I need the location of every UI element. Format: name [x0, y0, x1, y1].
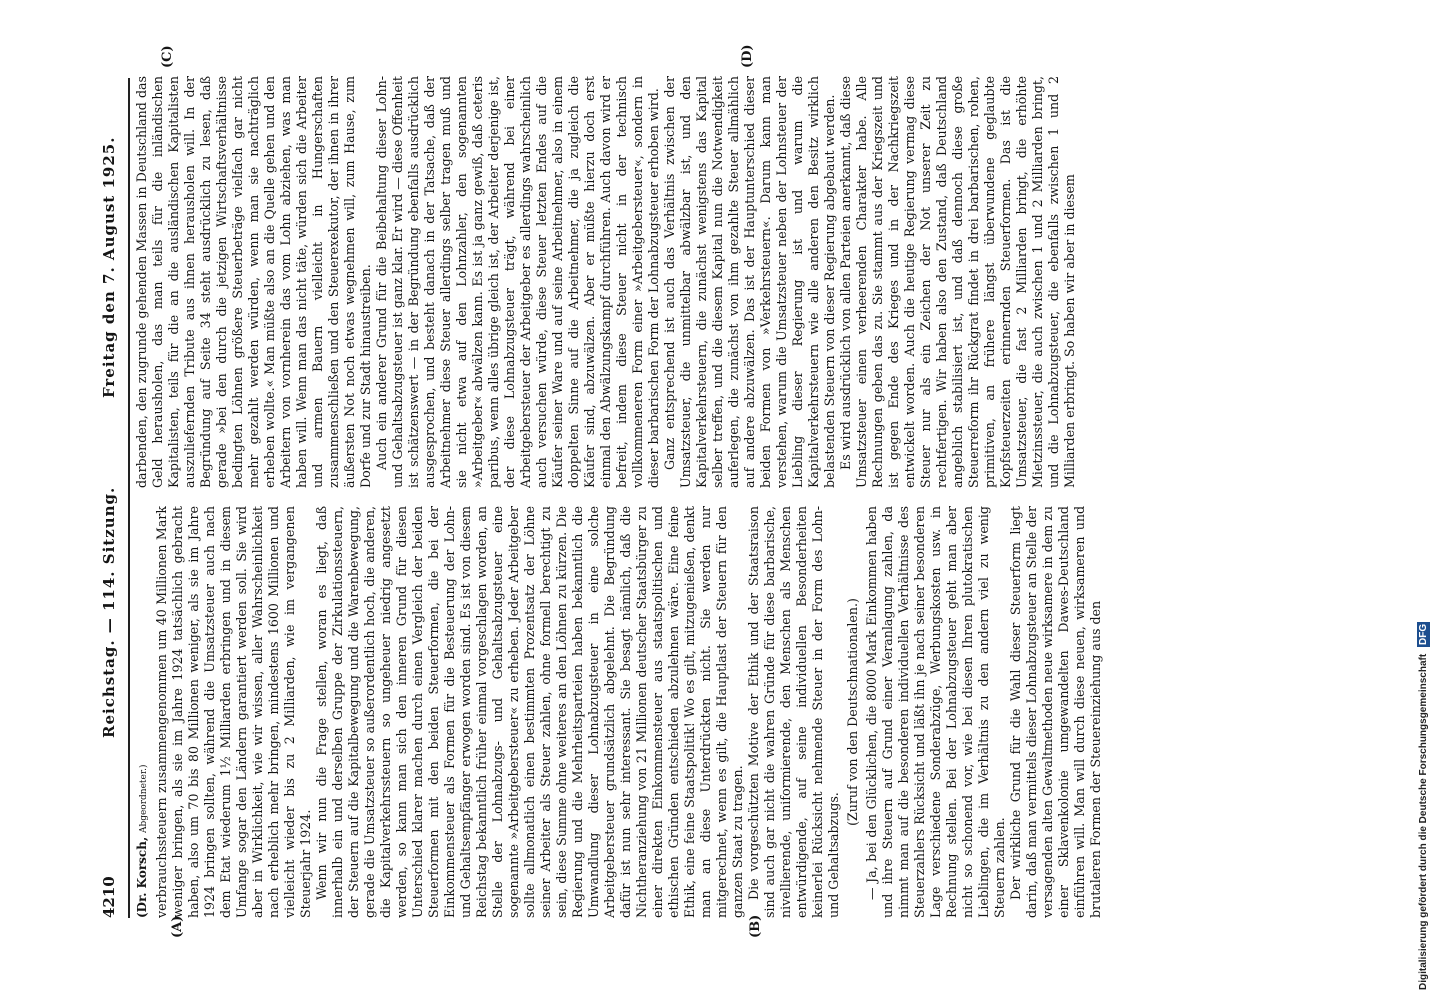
margin-marker-b: (B) [748, 914, 763, 938]
running-header [100, 78, 124, 918]
session-title: Reichstag. — 114. Sitzung. [100, 486, 118, 738]
paragraph: Ganz entsprechend ist auch das Verhältnis zwischen der Umsatzsteuer, die unmittelbar abwälzbar ist, und den Kapitalverkehrsteuern, die zunächst wenigstens das Kapital selber treffen, und die diesem Kapital nun die Notwendigkeit auferlegen, die zunächst von ihm gezahlte Steuer allmählich auf andere abzuwälzen. Das ist der Hauptunterschied dieser beiden Formen von »Verkehrsteuern«. Darum kann man verstehen, warum die Umsatzsteuer neben der Lohnsteuer der Liebling dieser Regierung ist und warum die Kapitalverkehrsteuern wie alle anderen den Besitz wirklich belastenden Steuern von dieser Regierung abgebaut werden. [662, 76, 837, 488]
speaker-line [134, 506, 152, 918]
paragraph: Die vorgeschützten Motive der Ethik und der Staatsraison sind auch gar nicht die wahren Gründe für diese barbarische, nivellierende, uniformierende, den Menschen als Menschen entwürdigende, auf seine individuellen Besonderheiten keinerlei Rücksicht nehmende Steuer in der Form des Lohn- und Gehaltsabzugs. [746, 506, 841, 918]
credit-text: Digitalisierung gefördert durch die Deutsche Forschungsgemeinschaft [1418, 653, 1429, 990]
margin-marker-c: (C) [160, 45, 175, 68]
paragraph: verbrauchssteuern zusammengenommen um 40 Millionen Mark weniger bringen, als sie im Jahre 1924 tatsächlich gebracht haben, also um 70 bis 80 Millionen weniger, als sie im Jahre 1924 bringen sollten, während die Umsatzsteuer auch nach dem Etat wiederum 1½ Milliarden erbringen und in diesem Umfange sogar den Ländern garantiert werden soll. Sie wird aber in Wirklichkeit, wie wir wissen, aller Wahrscheinlichkeit nach erheblich mehr bringen, mindestens 1600 Millionen und vielleicht wieder bis zu 2 Milliarden, wie im vergangenen Steuerjahr 1924. [154, 506, 313, 918]
dfg-logo: DFG [1418, 623, 1429, 646]
session-date: Freitag den 7. August 1925. [100, 136, 118, 398]
paragraph: Der wirkliche Grund für die Wahl dieser Steuerform liegt darin, daß man vermittels dieser Lohnabzugsteuer an Stelle der versagenden alten Gewaltmethoden neue wirksamere in dem zu einer Sklavenkolonie umgewandelten Dawes-Deutschland einführen will. Man will durch diese neuen, wirksameren und brutaleren Formen der Steuereinziehung aus den [1008, 506, 1103, 918]
page-number: 4210 [100, 876, 118, 918]
paragraph: — Ja, bei den Glücklichen, die 8000 Mark Einkommen haben und ihre Steuern auf Grund einer Veranlagung zahlen, da nimmt man auf die besonderen individuellen Verhältnisse des Steuerzahlers Rücksicht und läßt ihn je nach seiner besonderen Lage verschiedene Sonderabzüge, Werbungskosten usw. in Rechnung stellen. Bei der Lohnabzugsteuer geht man aber nicht so schonend vor, wie bei diesen Ihren plutokratischen Lieblingen, die im Verhältnis zu den andern viel zu wenig Steuern zahlen. [864, 506, 1007, 918]
paragraph: darbenden, den zugrunde gehenden Massen in Deutschland das Geld herausholen, das man teils für die inländischen Kapitalisten, teils für die an die ausländischen Kapitalisten auszuliefernden Tribute aus ihnen herausholen will. In der Begründung auf Seite 34 steht ausdrücklich zu lesen, daß gerade »bei den durch die jetzigen Wirtschaftsverhältnisse bedingten Löhnen größere Steuerbeträge vielfach gar nicht mehr gezahlt werden würden, wenn man sie nachträglich erheben wollte.« Man müßte also an die Quelle gehen und den Arbeitern von vornherein das vom Lohn abziehen, was man haben will. Wenn man das nicht täte, würden sich die Arbeiter und armen Bauern vielleicht in Hungerschaften zusammenschließen und den Steuerexekutor, der ihnen in ihrer äußersten Not noch etwas wegnehmen will, zum Hause, zum Dorfe und zur Stadt hinaustreiben. [134, 76, 373, 488]
paragraph: Es wird ausdrücklich von allen Parteien anerkannt, daß diese Umsatzsteuer einen verheerenden Charakter habe. Alle Rechnungen geben das zu. Sie stammt aus der Kriegszeit und ist gegen Ende des Krieges und in der Nachkriegszeit entwickelt worden. Auch die heutige Regierung vermag diese Steuer nur als ein Zeichen der Not unserer Zeit zu rechtfertigen. Wir haben also den Zustand, daß Deutschland angeblich stabilisiert ist, und daß dennoch diese große Steuerreform ihr Rückgrat findet in drei barbarischen, rohen, primitiven, an frühere längst überwundene geglaubte Kopfsteuerzeiten erinnernden Steuerformen. Das ist die Umsatzsteuer, die fast 2 Milliarden bringt, die erhöhte Mietzinssteuer, die auch zwischen 1 und 2 Milliarden bringt, und die Lohnabzugsteuer, die ebenfalls zwischen 1 und 2 Milliarden erbringt. So haben wir aber in diesem [838, 76, 1077, 488]
speaker-role: Abgeordneter.) [139, 764, 149, 834]
stage-direction: (Zuruf von den Deutschnationalen.) [845, 598, 860, 826]
margin-marker-a: (A) [170, 915, 185, 938]
paragraph: Wenn wir nun die Frage stellen, woran es liegt, daß innerhalb ein und derselben Gruppe der Zirkulationssteuern, der Steuern auf die Kapitalbewegung und die Warenbewegung, gerade die Umsatzsteuer so außerordentlich hoch, die anderen, die Kapitalverkehrssteuern so ungeheuer niedrig angesetzt werden, so kann man sich den inneren Grund für diesen Unterschied klarer machen durch einen Vergleich der beiden Steuerformen mit den beiden Steuerformen, die bei der Einkommensteuer als Formen für die Besteuerung der Lohn- und Gehaltsempfänger erwogen worden sind. Es ist von diesem Reichstag bekanntlich früher einmal vorgeschlagen worden, an Stelle der Lohnabzugs- und Gehaltsabzugsteuer eine sogenannte »Arbeitgebersteuer« zu erheben. Jeder Arbeitgeber sollte allmonatlich einen bestimmten Prozentsatz der Löhne seiner Arbeiter als Steuer zahlen, ohne formell berechtigt zu sein, diese Summe ohne weiteres an den Löhnen zu kürzen. Die Regierung und die Mehrheitsparteien haben bekanntlich die Umwandlung dieser Lohnabzugsteuer in eine solche Arbeitgebersteuer grundsätzlich abgelehnt. Die Begründung dafür ist nun sehr interessant. Sie besagt nämlich, daß die Nichtheranziehung von 21 Millionen deutscher Staatsbürger zu einer direkten Einkommensteuer aus staatspolitischen und ethischen Gründen entschieden abzulehnen wäre. Eine feine Ethik, eine feine Staatspolitik! Wo es gilt, mitzugenießen, denkt man an diese Unterdrückten nicht. Sie werden nur mitgerechnet, wenn es gilt, die Hauptlast der Steuern für den ganzen Staat zu tragen. [314, 506, 745, 918]
margin-marker-d: (D) [740, 44, 755, 68]
digitization-credit [1417, 10, 1431, 990]
paragraph: Auch ein anderer Grund für die Beibehaltung dieser Lohn- und Gehaltsabzugsteuer ist ganz klar. Er wird — diese Offenheit ist schätzenswert — in der Begründung ebenfalls ausdrücklich ausgesprochen, und besteht danach in der Tatsache, daß der Arbeitnehmer diese Steuer allerdings selber tragen muß und sie nicht etwa auf den Lohnzahler, den sogenannten »Arbeitgeber« abwälzen kann. Es ist ja ganz gewiß, daß ceteris paribus, wenn alles übrige gleich ist, der Arbeiter derjenige ist, der diese Lohnabzugsteuer trägt, während bei einer Arbeitgebersteuer der Arbeitgeber es allerdings wahrscheinlich auch versuchen würde, diese Steuer letzten Endes auf die Käufer seiner Ware und auf seine Arbeitnehmer, also in einem doppelten Sinne auf die Arbeitnehmer, die ja zugleich die Käufer sind, abzuwälzen. Aber er müßte hierzu doch erst einmal den Abwälzungskampf durchführen. Auch davon wird er befreit, indem diese Steuer nicht in der technisch vollkommeneren Form einer »Arbeitgebersteuer«, sondern in dieser barbarischen Form der Lohnabzugsteuer erhoben wird. [374, 76, 661, 488]
speaker-name: (Dr. Korsch, [135, 836, 149, 918]
text-column-left [134, 506, 1324, 918]
text-column-right [134, 76, 1324, 488]
header-rule [128, 78, 130, 918]
